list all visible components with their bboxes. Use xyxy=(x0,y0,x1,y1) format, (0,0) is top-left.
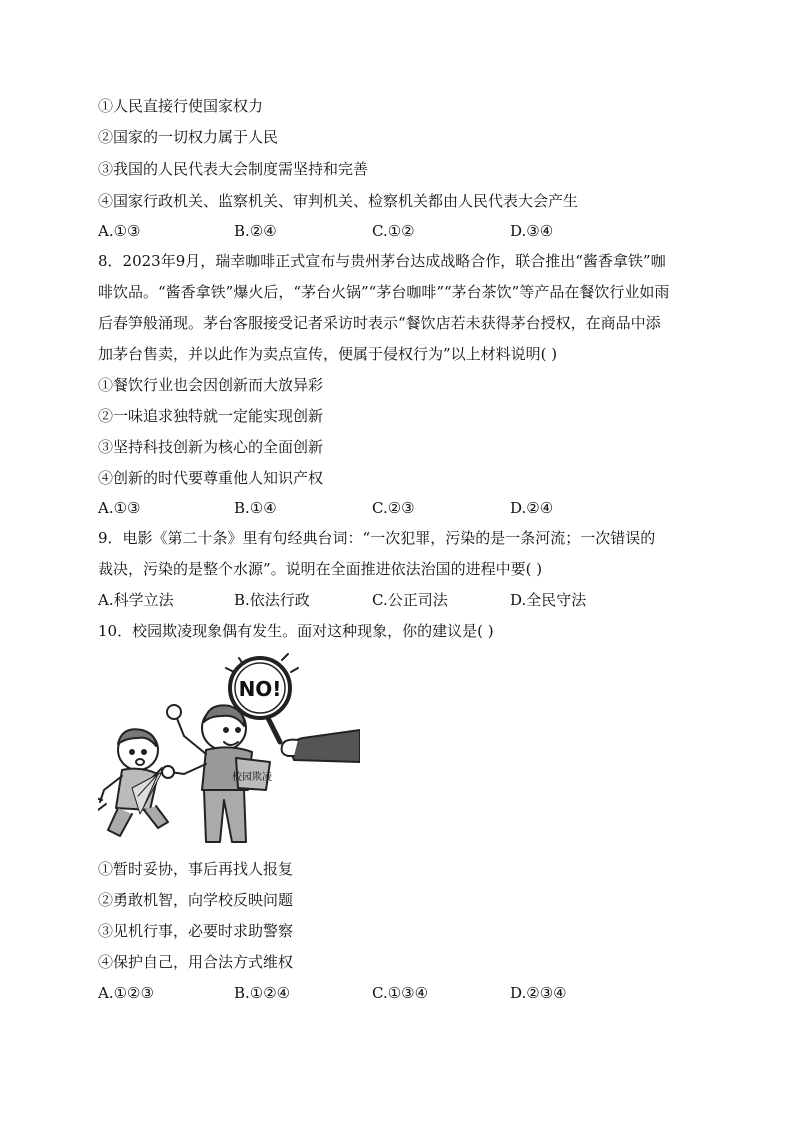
q7-item-4: ④国家行政机关、监察机关、审判机关、检察机关都由人民代表大会产生 xyxy=(98,192,579,210)
q7-option-a[interactable]: A.①③ xyxy=(98,222,141,240)
q10-option-c[interactable]: C.①③④ xyxy=(372,984,429,1002)
q8-item-2: ②一味追求独特就一定能实现创新 xyxy=(98,407,324,425)
q10-option-a[interactable]: A.①②③ xyxy=(98,984,154,1002)
q7-item-3: ③我国的人民代表大会制度需坚持和完善 xyxy=(98,160,369,178)
q9-option-a[interactable]: A.科学立法 xyxy=(98,591,174,609)
q8-stem-line-3: 后春笋般涌现。茅台客服接受记者采访时表示“餐饮店若未获得茅台授权，在商品中添 xyxy=(98,314,661,332)
bag-label-text: 校园欺凌 xyxy=(232,772,272,783)
q7-option-b[interactable]: B.②④ xyxy=(234,222,277,240)
q8-option-b[interactable]: B.①④ xyxy=(234,499,277,517)
q10-option-b[interactable]: B.①②④ xyxy=(234,984,291,1002)
q8-item-3: ③坚持科技创新为核心的全面创新 xyxy=(98,438,324,456)
q7-item-1: ①人民直接行使国家权力 xyxy=(98,97,264,115)
q7-option-c[interactable]: C.①② xyxy=(372,222,415,240)
q10-item-1: ①暂时妥协，事后再找人报复 xyxy=(98,860,294,878)
q7-option-d[interactable]: D.③④ xyxy=(510,222,554,240)
q8-option-d[interactable]: D.②④ xyxy=(510,499,554,517)
q10-item-3: ③见机行事，必要时求助警察 xyxy=(98,922,294,940)
bullying-cartoon-illustration xyxy=(98,650,360,850)
q10-option-d[interactable]: D.②③④ xyxy=(510,984,567,1002)
q10-item-2: ②勇敢机智，向学校反映问题 xyxy=(98,891,294,909)
q8-stem-line-4: 加茅台售卖，并以此作为卖点宣传，便属于侵权行为”以上材料说明( ) xyxy=(98,345,558,363)
q10-stem: 10．校园欺凌现象偶有发生。面对这种现象，你的建议是( ) xyxy=(98,622,494,640)
q7-item-2: ②国家的一切权力属于人民 xyxy=(98,128,279,146)
no-sign-hand-icon xyxy=(226,654,360,762)
q8-item-1: ①餐饮行业也会因创新而大放异彩 xyxy=(98,376,324,394)
victim-figure xyxy=(98,729,168,836)
q10-item-4: ④保护自己，用合法方式维权 xyxy=(98,953,294,971)
q8-item-4: ④创新的时代要尊重他人知识产权 xyxy=(98,469,324,487)
q8-option-a[interactable]: A.①③ xyxy=(98,499,141,517)
q9-option-c[interactable]: C.公正司法 xyxy=(372,591,448,609)
q8-option-c[interactable]: C.②③ xyxy=(372,499,415,517)
no-sign-text: NO! xyxy=(238,677,282,701)
q9-option-b[interactable]: B.依法行政 xyxy=(234,591,310,609)
q9-option-d[interactable]: D.全民守法 xyxy=(510,591,587,609)
q8-stem-line-1: 8．2023年9月，瑞幸咖啡正式宣布与贵州茅台达成战略合作，联合推出“酱香拿铁”咖 xyxy=(98,252,666,270)
q8-stem-line-2: 啡饮品。“酱香拿铁”爆火后，“茅台火锅”“茅台咖啡”“茅台茶饮”等产品在餐饮行业如雨 xyxy=(98,283,670,301)
q9-stem-line-2: 裁决，污染的是整个水源”。说明在全面推进依法治国的进程中要( ) xyxy=(98,560,543,578)
q9-stem-line-1: 9．电影《第二十条》里有句经典台词：“一次犯罪，污染的是一条河流；一次错误的 xyxy=(98,529,656,547)
